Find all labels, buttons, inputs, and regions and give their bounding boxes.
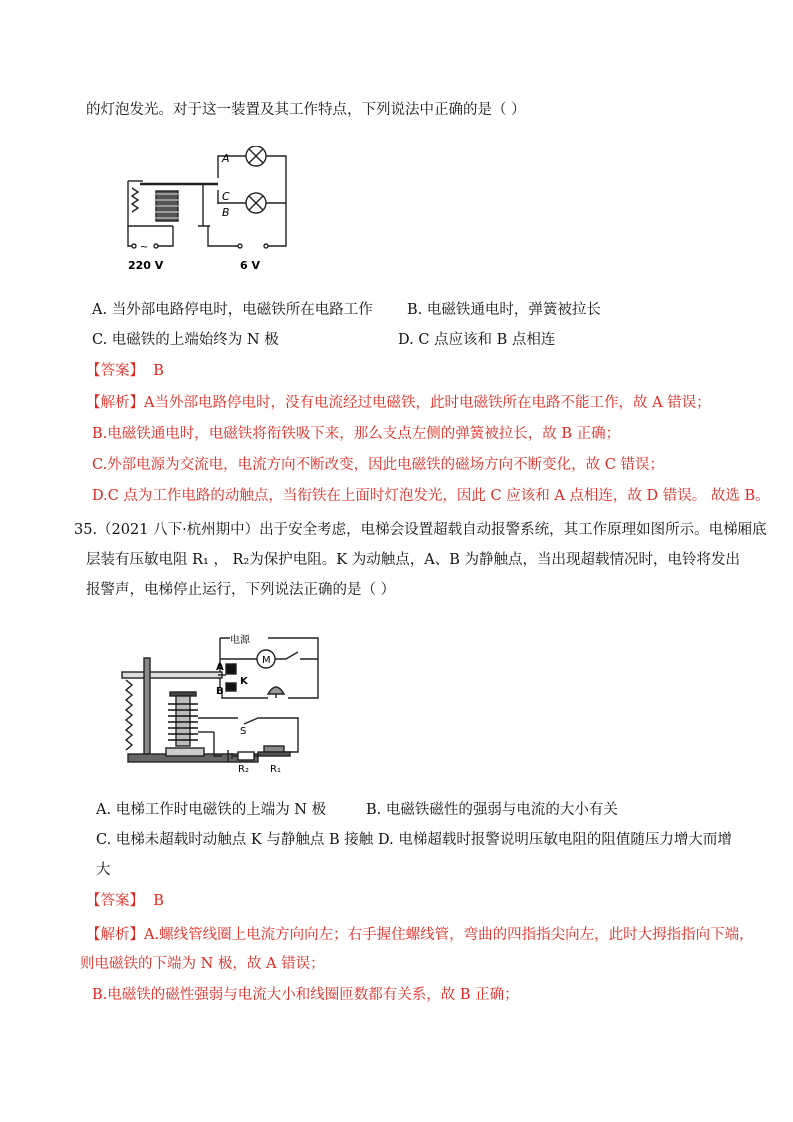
q35-elevator-alarm-figure bbox=[118, 628, 323, 776]
q35-stem-line-1: 35.（2021 八下·杭州期中）出于安全考虑，电梯会设置超载自动报警系统，其工作原理如图所示。电梯厢底 bbox=[74, 522, 767, 538]
q34-option-a: A. 当外部电路停电时，电磁铁所在电路工作 bbox=[92, 302, 373, 318]
q34-analysis-a: 【解析】A当外部电路停电时，没有电流经过电磁铁，此时电磁铁所在电路不能工作，故 A 错误； bbox=[86, 395, 711, 411]
q35-analysis-a: 【解析】A.螺线管线圈上电流方向向左；右手握住螺线管，弯曲的四指指尖向左，此时大拇指指向下端， bbox=[86, 927, 754, 943]
q35-answer: 【答案】 B bbox=[86, 893, 164, 909]
alarm-label-k: K bbox=[240, 676, 248, 687]
alarm-label-a: A bbox=[216, 662, 224, 673]
relay-label-6v: 6 V bbox=[240, 259, 260, 272]
q35-option-c: C. 电梯未超载时动触点 K 与静触点 B 接触 bbox=[96, 832, 374, 848]
q35-option-b: B. 电磁铁磁性的强弱与电流的大小有关 bbox=[366, 802, 618, 818]
alarm-label-s: S bbox=[240, 726, 247, 737]
q35-analysis-b: B.电磁铁的磁性强弱与电流大小和线圈匝数都有关系，故 B 正确； bbox=[92, 987, 519, 1003]
q34-option-c: C. 电磁铁的上端始终为 N 极 bbox=[92, 332, 279, 348]
q34-option-d: D. C 点应该和 B 点相连 bbox=[398, 332, 556, 348]
q34-option-b: B. 电磁铁通电时，弹簧被拉长 bbox=[407, 302, 601, 318]
q35-stem-line-2: 层装有压敏电阻 R₁ ， R₂为保护电阻。K 为动触点，A、B 为静触点，当出现超载情况时，电铃将发出 bbox=[86, 552, 740, 568]
q35-option-d: D. 电梯超载时报警说明压敏电阻的阻值随压力增大而增 bbox=[378, 832, 732, 848]
alarm-label-r1: R₁ bbox=[270, 764, 281, 775]
q34-analysis-b: B.电磁铁通电时，电磁铁将衔铁吸下来，那么支点左侧的弹簧被拉长，故 B 正确； bbox=[92, 426, 621, 442]
q34-answer: 【答案】 B bbox=[86, 363, 164, 379]
alarm-label-power: 电源 bbox=[230, 635, 250, 646]
q34-analysis-c: C.外部电源为交流电，电流方向不断改变，因此电磁铁的磁场方向不断变化，故 C 错误； bbox=[92, 457, 664, 473]
q34-analysis-d: D.C 点为工作电路的动触点，当衔铁在上面时灯泡发光，因此 C 应该和 A 点相连，故 D 错误。 故选 B。 bbox=[92, 488, 770, 504]
q34-relay-circuit-figure bbox=[118, 146, 298, 274]
alarm-label-b: B bbox=[216, 686, 224, 697]
alarm-label-r2: R₂ bbox=[238, 764, 249, 775]
relay-label-b: B bbox=[222, 206, 230, 219]
relay-label-ac: ~ bbox=[140, 242, 149, 253]
alarm-label-motor: M bbox=[262, 655, 271, 666]
q34-stem: 的灯泡发光。对于这一装置及其工作特点，下列说法中正确的是（ ） bbox=[86, 102, 526, 118]
q35-stem-line-3: 报警声，电梯停止运行，下列说法正确的是（ ） bbox=[86, 582, 396, 598]
q35-option-d-continued: 大 bbox=[96, 862, 111, 878]
relay-label-a: A bbox=[222, 152, 230, 165]
relay-label-c: C bbox=[222, 190, 230, 203]
q35-option-a: A. 电梯工作时电磁铁的上端为 N 极 bbox=[96, 802, 327, 818]
q35-analysis-a-cont: 则电磁铁的下端为 N 极，故 A 错误； bbox=[80, 956, 325, 972]
relay-label-220v: 220 V bbox=[128, 259, 164, 272]
